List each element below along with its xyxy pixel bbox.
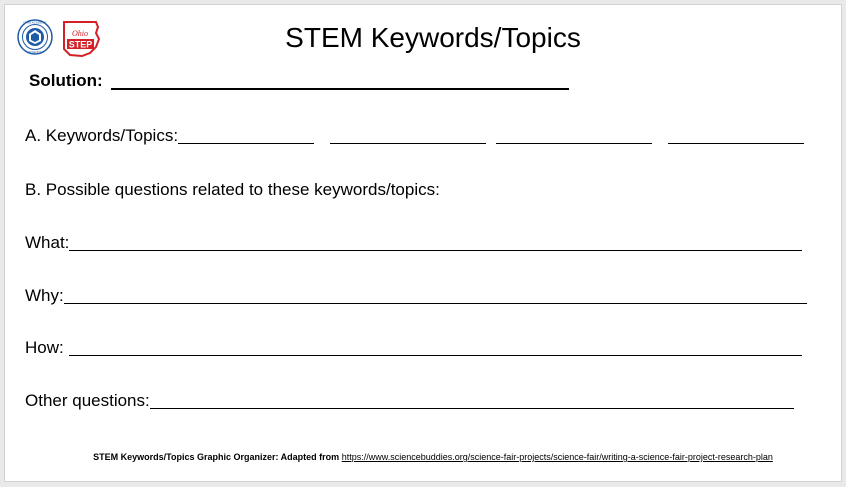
- solution-row: [29, 71, 569, 91]
- other-questions-label: Other questions:: [25, 391, 150, 410]
- keywords-label: A. Keywords/Topics:: [25, 126, 179, 145]
- how-label: How:: [25, 338, 64, 357]
- document-page: [4, 4, 842, 482]
- why-blank[interactable]: [64, 303, 807, 304]
- why-label: Why:: [25, 286, 64, 305]
- what-blank[interactable]: [69, 250, 802, 251]
- keyword-blank-1[interactable]: [178, 143, 314, 144]
- footer-citation: [5, 452, 841, 462]
- keywords-row: [25, 126, 804, 146]
- why-row: [25, 286, 807, 306]
- questions-heading: B. Possible questions related to these keywords/topics:: [25, 180, 440, 199]
- how-row: [25, 338, 802, 358]
- svg-text:Ohio: Ohio: [72, 29, 88, 38]
- svg-text:STEP: STEP: [68, 39, 93, 50]
- footer-text: STEM Keywords/Topics Graphic Organizer: Adapted from: [93, 452, 342, 462]
- other-questions-row: [25, 391, 794, 411]
- solution-blank[interactable]: [111, 88, 569, 90]
- what-row: [25, 233, 802, 253]
- svg-text:OHIO ACADEMY: OHIO ACADEMY: [23, 20, 47, 25]
- keyword-blank-4[interactable]: [668, 143, 804, 144]
- solution-label: Solution:: [29, 71, 103, 90]
- keyword-blank-2[interactable]: [330, 143, 486, 144]
- how-blank[interactable]: [69, 355, 802, 356]
- footer-link[interactable]: https://www.sciencebuddies.org/science-fair-projects/science-fair/writing-a-science-fair-project-research-plan: [341, 452, 773, 462]
- what-label: What:: [25, 233, 70, 252]
- keyword-blank-3[interactable]: [496, 143, 652, 144]
- svg-text:SCIENCE: SCIENCE: [28, 50, 42, 54]
- other-questions-blank[interactable]: [150, 408, 794, 409]
- page-title: STEM Keywords/Topics: [285, 22, 581, 53]
